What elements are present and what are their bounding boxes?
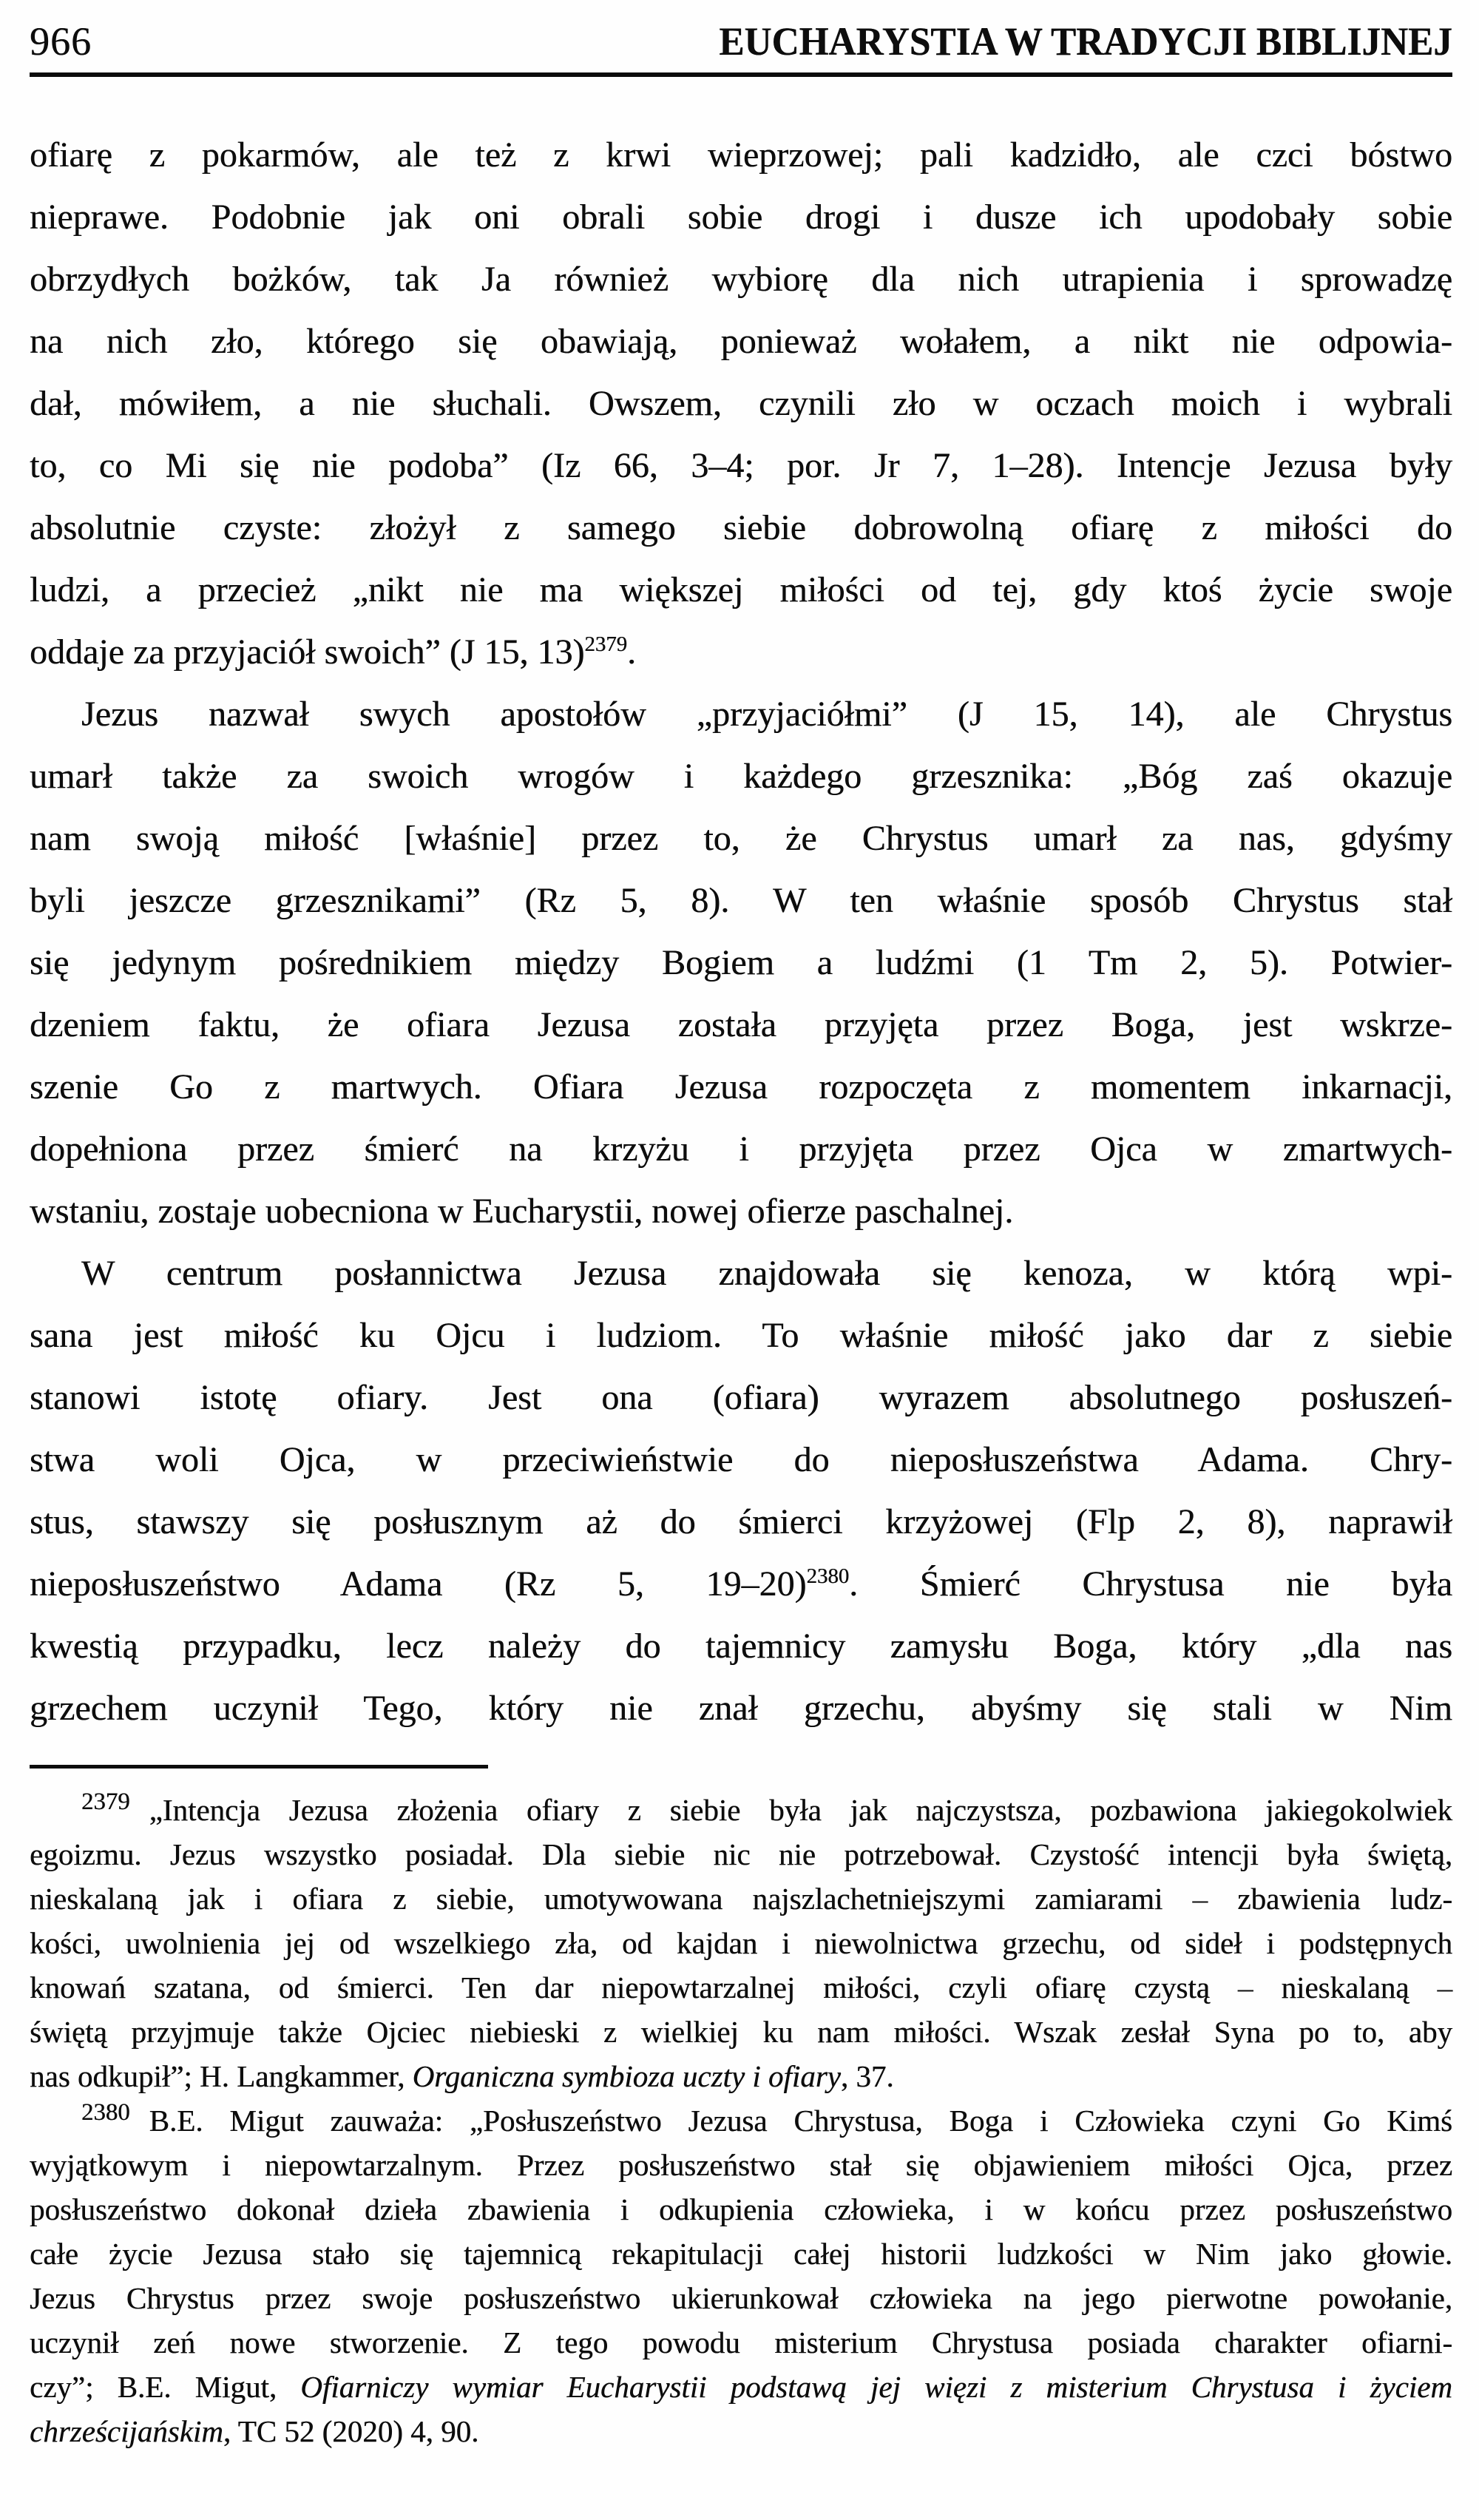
text-line: [30, 559, 1452, 621]
text-run: całe życie Jezusa stało się tajemnicą rekapitulacji całej historii ludzkości w Nim jako głowie.: [30, 2237, 1452, 2271]
text-line: [30, 373, 1452, 435]
text-run: nas odkupił”; H. Langkammer,: [30, 2059, 413, 2093]
text-line: [30, 1832, 1452, 1877]
text-line: [30, 621, 1452, 683]
text-line: [30, 1056, 1452, 1118]
text-run: uczynił zeń nowe stworzenie. Z tego powodu misterium Chrystusa posiada charakter ofiarni-: [30, 2325, 1452, 2359]
text-run: świętą przyjmuje także Ojciec niebieski z wielkiej ku nam miłości. Wszak zesłał Syna po to, aby: [30, 2015, 1452, 2049]
text-line: [30, 249, 1452, 311]
body-text: [30, 124, 1452, 1740]
text-run: wyjątkowym i niepowtarzalnym. Przez posłuszeństwo stał się objawieniem miłości Ojca, przez: [30, 2148, 1452, 2182]
text-run: dopełniona przez śmierć na krzyżu i przyjęta przez Ojca w zmartwych-: [30, 1129, 1452, 1169]
text-line: [30, 746, 1452, 808]
text-run: ofiarę z pokarmów, ale też z krwi wieprzowej; pali kadzidło, ale czci bóstwo: [30, 135, 1452, 175]
text-line: [30, 2320, 1452, 2365]
text-line: [30, 932, 1452, 994]
text-run: egoizmu. Jezus wszystko posiadał. Dla siebie nic nie potrzebował. Czystość intencji była świętą,: [30, 1837, 1452, 1871]
text-run: szenie Go z martwych. Ofiara Jezusa rozpoczęta z momentem inkarnacji,: [30, 1067, 1452, 1107]
text-line: [30, 1678, 1452, 1740]
footnote-ref: 2379: [584, 632, 627, 656]
text-run: czy”; B.E. Migut,: [30, 2370, 301, 2404]
text-line: [30, 1305, 1452, 1367]
text-line: [30, 1615, 1452, 1678]
text-line: [30, 2054, 1452, 2098]
text-line: [30, 311, 1452, 373]
text-line: [30, 186, 1452, 249]
text-run: knowań szatana, od śmierci. Ten dar niepowtarzalnej miłości, czyli ofiarę czystą – nieskalaną –: [30, 1970, 1452, 2004]
running-title: EUCHARYSTIA W TRADYCJI BIBLIJNEJ: [719, 19, 1452, 64]
text-run: się jedynym pośrednikiem między Bogiem a ludźmi (1 Tm 2, 5). Potwier-: [30, 943, 1452, 982]
text-run: posłuszeństwo dokonał dzieła zbawienia i odkupienia człowieka, i w końcu przez posłuszeństwo: [30, 2192, 1452, 2226]
text-run: nieskalaną jak i ofiara z siebie, umotywowana najszlachetniejszymi zamiarami – zbawienia ludz-: [30, 1882, 1452, 1916]
text-run: nieprawe. Podobnie jak oni obrali sobie drogi i dusze ich upodobały sobie: [30, 197, 1452, 237]
text-line: [30, 497, 1452, 559]
header-rule: [30, 72, 1452, 77]
text-run: obrzydłych bożków, tak Ja również wybiorę dla nich utrapienia i sprowadzę: [30, 260, 1452, 299]
text-line: [30, 1429, 1452, 1491]
italic-text: Ofiarniczy wymiar Eucharystii podstawą jej więzi z misterium Chrystusa i życiem: [300, 2370, 1452, 2404]
text-run: absolutnie czyste: złożył z samego siebie dobrowolną ofiarę z miłości do: [30, 508, 1452, 547]
text-run: stwa woli Ojca, w przeciwieństwie do nieposłuszeństwa Adama. Chry-: [30, 1440, 1452, 1479]
text-run: , 37.: [840, 2059, 894, 2093]
footnote-number: 2379: [81, 1788, 130, 1816]
italic-text: chrześcijańskim: [30, 2414, 223, 2448]
text-run: kwestią przypadku, lecz należy do tajemnicy zamysłu Boga, który „dla nas: [30, 1626, 1452, 1666]
footnotes: [30, 1788, 1452, 2453]
text-run: ludzi, a przecież „nikt nie ma większej miłości od tej, gdy ktoś życie swoje: [30, 570, 1452, 609]
text-line: [30, 1491, 1452, 1553]
text-line: [30, 870, 1452, 932]
text-run: .: [627, 632, 636, 672]
text-line: [30, 1180, 1452, 1243]
text-run: kości, uwolnienia jej od wszelkiego zła, od kajdan i niewolnictwa grzechu, od sideł i podstępnych: [30, 1926, 1452, 1960]
text-line: [30, 1553, 1452, 1615]
text-line: [30, 2409, 1452, 2453]
text-line: [30, 2010, 1452, 2054]
page-header: [30, 19, 1452, 64]
text-run: dał, mówiłem, a nie słuchali. Owszem, czynili zło w oczach moich i wybrali: [30, 384, 1452, 423]
text-line: [30, 808, 1452, 870]
text-run: B.E. Migut zauważa: „Posłuszeństwo Jezusa Chrystusa, Boga i Człowieka czyni Go Kimś: [149, 2104, 1452, 2138]
footnote-ref: 2380: [806, 1564, 850, 1588]
text-run: wstaniu, zostaje uobecniona w Eucharystii, nowej ofierze paschalnej.: [30, 1192, 1014, 1231]
text-run: byli jeszcze grzesznikami” (Rz 5, 8). W ten właśnie sposób Chrystus stał: [30, 881, 1452, 920]
text-run: Jezus Chrystus przez swoje posłuszeństwo ukierunkował człowieka na jego pierwotne powołanie,: [30, 2281, 1452, 2315]
italic-text: Organiczna symbioza uczty i ofiary: [412, 2059, 841, 2093]
text-run: W centrum posłannictwa Jezusa znajdowała się kenoza, w którą wpi-: [81, 1254, 1452, 1293]
text-run: nieposłuszeństwo Adama (Rz 5, 19–20): [30, 1564, 807, 1604]
text-line: [30, 2187, 1452, 2232]
text-line: [30, 1877, 1452, 1921]
text-line: [30, 1118, 1452, 1180]
text-line: [30, 1965, 1452, 2010]
text-line: [30, 1921, 1452, 1965]
footnote-number: 2380: [81, 2099, 130, 2127]
text-run: , TC 52 (2020) 4, 90.: [223, 2414, 479, 2448]
text-run: stanowi istotę ofiary. Jest ona (ofiara) wyrazem absolutnego posłuszeń-: [30, 1378, 1452, 1417]
text-run: na nich zło, którego się obawiają, ponieważ wołałem, a nikt nie odpowia-: [30, 322, 1452, 361]
page-number: 966: [30, 19, 92, 64]
text-line: [30, 2276, 1452, 2320]
text-line: [30, 124, 1452, 186]
text-run: dzeniem faktu, że ofiara Jezusa została przyjęta przez Boga, jest wskrze-: [30, 1005, 1452, 1044]
text-run: oddaje za przyjaciół swoich” (J 15, 13): [30, 632, 585, 672]
text-line: [30, 1788, 1452, 1832]
text-run: nam swoją miłość [właśnie] przez to, że Chrystus umarł za nas, gdyśmy: [30, 819, 1452, 858]
text-line: [30, 2232, 1452, 2276]
text-run: Jezus nazwał swych apostołów „przyjaciółmi” (J 15, 14), ale Chrystus: [81, 695, 1452, 734]
text-line: [30, 2098, 1452, 2143]
text-run: stus, stawszy się posłusznym aż do śmierci krzyżowej (Flp 2, 8), naprawił: [30, 1502, 1452, 1541]
text-run: „Intencja Jezusa złożenia ofiary z siebie była jak najczystsza, pozbawiona jakiegokolwiek: [149, 1793, 1452, 1827]
text-line: [30, 1243, 1452, 1305]
text-line: [30, 2365, 1452, 2409]
footnote-separator: [30, 1765, 488, 1769]
text-line: [30, 435, 1452, 497]
text-run: grzechem uczynił Tego, który nie znał grzechu, abyśmy się stali w Nim: [30, 1689, 1452, 1728]
text-run: umarł także za swoich wrogów i każdego grzesznika: „Bóg zaś okazuje: [30, 757, 1452, 796]
text-line: [30, 994, 1452, 1056]
text-line: [30, 2143, 1452, 2187]
text-run: sana jest miłość ku Ojcu i ludziom. To właśnie miłość jako dar z siebie: [30, 1316, 1452, 1355]
text-line: [30, 683, 1452, 746]
text-line: [30, 1367, 1452, 1429]
text-run: . Śmierć Chrystusa nie była: [849, 1564, 1452, 1604]
text-run: to, co Mi się nie podoba” (Iz 66, 3–4; por. Jr 7, 1–28). Intencje Jezusa były: [30, 446, 1452, 485]
